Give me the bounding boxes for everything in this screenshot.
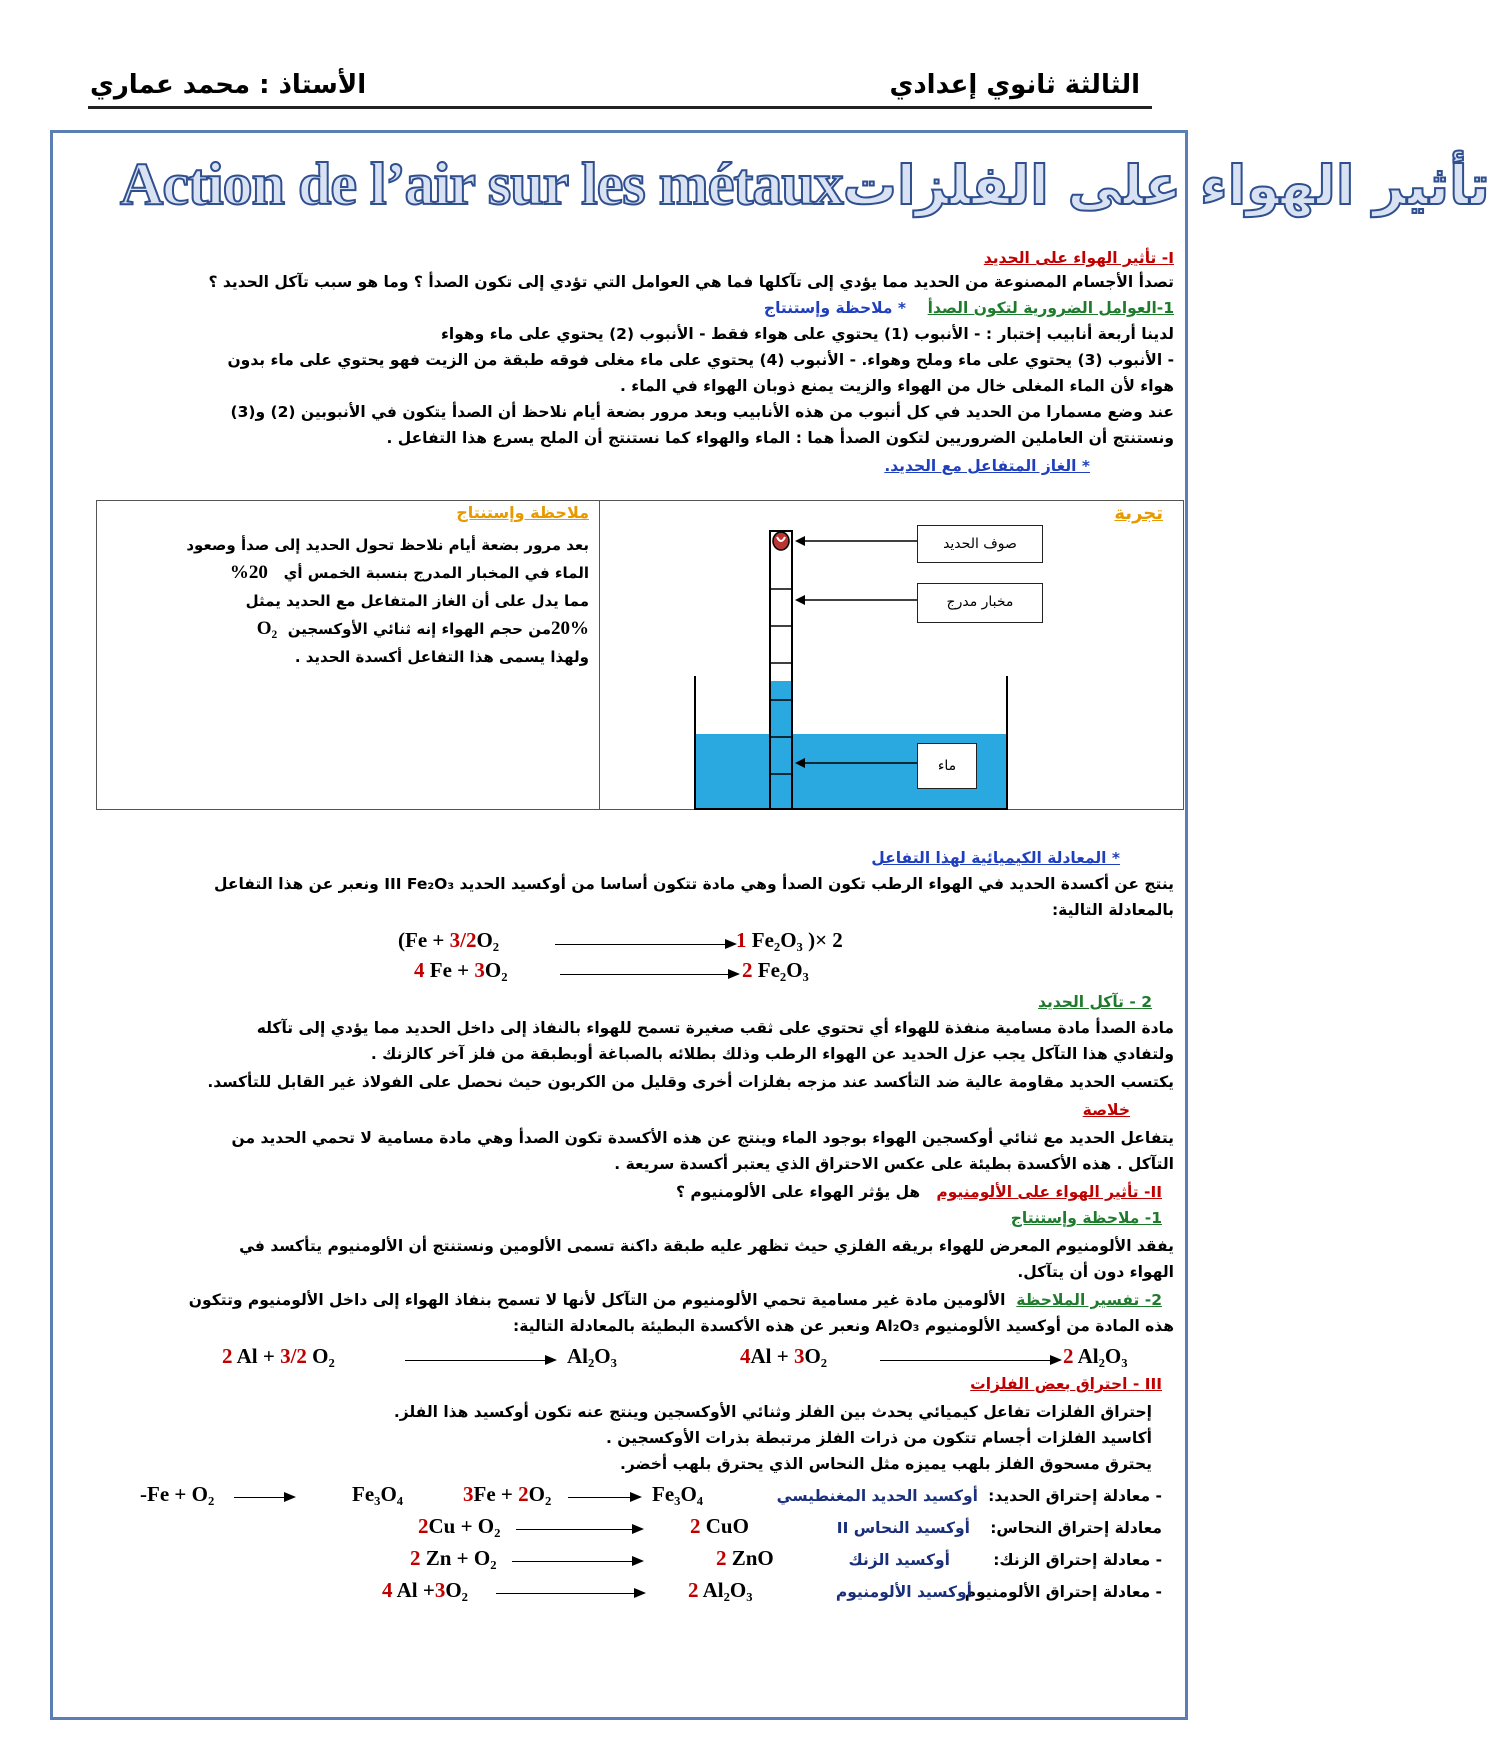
equation-2-right: 2 Fe₂O₃: [742, 958, 809, 982]
corrosion-heading: 2 - تآكل الحديد: [1038, 993, 1152, 1011]
observation-title: ملاحظة وإستنتاج: [456, 503, 589, 522]
sub-factors: 1-العوامل الضرورية لتكون الصدأ: [927, 299, 1174, 317]
para-tubes-3: هواء لأن الماء المغلى خال من الهواء والزيت يمنع ذوبان الهواء في الماء .: [619, 377, 1174, 395]
equation-2-arrow: [560, 974, 738, 975]
obs-o2: O₂: [256, 618, 278, 639]
aluminium-eq-b-arrow: [880, 1360, 1060, 1361]
para-tubes-4: عند وضع مسمارا من الحديد في كل أنبوب من هذه الأنابيب وبعد مرور بضعة أيام نلاحظ أن الصدأ يتكون في الأنبوبين (2) و(3): [230, 403, 1174, 421]
equation-1-left: (Fe + 3/2O₂: [398, 928, 500, 952]
label-cylinder: مخبار مدرج: [917, 583, 1043, 623]
iron-eq-e: Fe₃O₄: [652, 1482, 704, 1506]
equation-intro-2: بالمعادلة التالية:: [1051, 901, 1174, 919]
aluminium-heading: II- تأثير الهواء على الألومنيوم: [936, 1183, 1162, 1201]
aluminium-eq-b-left: 4Al + 3O₂: [740, 1344, 828, 1368]
aluminium-comb-eq-right: 2 Al₂O₃: [688, 1578, 753, 1602]
equation-1-arrow: [555, 944, 735, 945]
aluminium-p3-line: [70, 1290, 1162, 1310]
section-1-intro: تصدأ الأجسام المصنوعة من الحديد مما يؤدي إلى تآكلها فما هي العوامل التي تؤدي إلى تكون الصدأ ؟ وما هو سبب تآكل الحديد ؟: [208, 273, 1174, 291]
copper-eq-arrow: [516, 1529, 642, 1530]
observation-text: [119, 531, 589, 671]
aluminium-comb-eq-left: 4 Al +3O₂: [382, 1578, 468, 1602]
corrosion-p1: مادة الصدأ مادة مسامية منفذة للهواء أي تحتوي على ثقب صغيرة تسمح للهواء بالنفاذ إلى داخل الحديد مما يؤدي إلى تآكله: [256, 1019, 1174, 1037]
equation-intro-1: ينتج عن أكسدة الحديد في الهواء الرطب تكون الصدأ وهي مادة تتكون أساسا من أوكسيد الحديد III Fe₂O₃ ونعبر عن هذا التفاعل: [214, 875, 1174, 893]
summary-p1: يتفاعل الحديد مع ثنائي أوكسجين الهواء بوجود الماء وينتج عن هذه الأكسدة تكون الصدأ وهي مادة مسامية لا تحمي الحديد من: [231, 1129, 1174, 1147]
title-ar: تأثير الهواء على الفلزات: [842, 154, 1490, 217]
title-fr: Action de l’air sur les métaux: [120, 151, 843, 217]
section-1-subheading: [70, 298, 1174, 318]
obs-line-4-text: من حجم الهواء إنه ثنائي الأوكسجين: [287, 620, 551, 638]
gas-heading: * الغاز المتفاعل مع الحديد.: [884, 457, 1090, 475]
obs-line-3: مما يدل على أن الغاز المتفاعل مع الحديد يمثل: [245, 592, 589, 610]
experiment-cell: [600, 501, 1184, 810]
sub-observation: * ملاحظة وإستنتاج: [763, 299, 907, 317]
para-tubes-2: - الأنبوب (3) يحتوي على ماء وملح وهواء. - الأنبوب (4) يحتوي على ماء مغلى فوقه طبقة من الزيت فهو يحتوي على ماء بدون: [227, 351, 1174, 369]
obs-line-1: بعد مرور بضعة أيام نلاحظ تحول الحديد إلى صدأ وصعود: [186, 536, 589, 554]
combustion-p3: يحترق مسحوق الفلز بلهب يميزه مثل النحاس الذي يحترق بلهب أخضر.: [619, 1455, 1152, 1473]
iron-oxide-name: أوكسيد الحديد المغنطيسي: [776, 1487, 978, 1505]
equation-2-left: 4 Fe + 3O₂: [414, 958, 508, 982]
copper-eq-right: 2 CuO: [690, 1514, 749, 1538]
aluminium-comb-eq-arrow: [496, 1593, 644, 1594]
experiment-table: [96, 500, 1184, 810]
corrosion-p3: يكتسب الحديد مقاومة عالية ضد التأكسد عند مزجه بفلزات أخرى وقليل من الكربون حيث نحصل على الفولاذ غير القابل للتأكسد.: [207, 1073, 1174, 1091]
aluminium-p4: هذه المادة من أوكسيد الألومنيوم Al₂O₃ ونعبر عن هذه الأكسدة البطيئة بالمعادلة التالية:: [513, 1317, 1174, 1335]
iron-eq-a-arrow: [234, 1497, 294, 1498]
iron-eq-c-arrow: [568, 1497, 640, 1498]
iron-eq-c: 3Fe + 2O₂: [463, 1482, 552, 1506]
aluminium-oxide-name: أوكسيد الألومنيوم: [835, 1583, 972, 1601]
copper-eq-left: 2Cu + O₂: [418, 1514, 501, 1538]
zinc-eq-arrow: [512, 1561, 642, 1562]
observation-cell: [97, 501, 600, 810]
iron-eq-b: Fe₃O₄: [352, 1482, 404, 1506]
corrosion-p2: ولتفادي هذا التآكل يجب عزل الحديد عن الهواء الرطب وذلك بطلائه بالصباغة أوبطبقة من فلز آخر كالزنك .: [370, 1045, 1174, 1063]
aluminium-sub1: 1- ملاحظة وإستنتاج: [1010, 1209, 1162, 1227]
zinc-eq-right: 2 ZnO: [716, 1546, 774, 1570]
aluminium-p3: الألومين مادة غير مسامية تحمي الألومنيوم من التآكل لأنها لا تسمح بنفاذ الهواء إلى داخل الألومنيوم وتتكون: [188, 1291, 1006, 1309]
combustion-heading: III - احتراق بعض الفلزات: [970, 1375, 1162, 1393]
teacher-name: الأستاذ : محمد عماري: [90, 70, 367, 100]
para-tubes-5: ونستنتج أن العاملين الضروريين لتكون الصدأ هما : الماء والهواء كما نستنتج أن الملح يسرع هذا التفاعل .: [386, 429, 1174, 447]
summary-heading: خلاصة: [1082, 1101, 1130, 1119]
aluminium-eq-a-product: Al₂O₃: [567, 1344, 617, 1368]
equation-heading: * المعادلة الكيميائية لهذا التفاعل: [871, 849, 1120, 867]
aluminium-heading-line: [70, 1182, 1162, 1202]
copper-combustion-label: معادلة إحتراق النحاس:: [990, 1519, 1162, 1537]
equation-1-right: 1 Fe₂O₃ )× 2: [736, 928, 843, 952]
zinc-combustion-label: - معادلة إحتراق الزنك:: [993, 1551, 1162, 1569]
aluminium-p1: يفقد الألومنيوم المعرض للهواء بريقه الفلزي حيث تظهر عليه طبقة داكنة تسمى الألومين ونستنتج أن الألومنيوم يتأكسد في: [239, 1237, 1174, 1255]
obs-20pct-b: 20%: [551, 618, 589, 639]
aluminium-p2: الهواء دون أن يتآكل.: [1017, 1263, 1174, 1281]
aluminium-question: هل يؤثر الهواء على الألومنيوم ؟: [675, 1183, 921, 1201]
para-tubes-1: لدينا أربعة أنابيب إختبار : - الأنبوب (1) يحتوي على هواء فقط - الأنبوب (2) يحتوي على ماء وهواء: [440, 325, 1174, 343]
copper-oxide-name: أوكسيد النحاس II: [836, 1519, 970, 1537]
section-1-heading: I- تأثير الهواء على الحديد: [983, 249, 1174, 267]
experiment-label: تجربة: [1114, 503, 1163, 524]
iron-combustion-label: - معادلة إحتراق الحديد:: [988, 1487, 1162, 1505]
header-rule: [88, 106, 1152, 109]
obs-line-2: [119, 559, 589, 587]
zinc-eq-left: 2 Zn + O₂: [410, 1546, 497, 1570]
aluminium-eq-b-right: 2 Al₂O₃: [1063, 1344, 1128, 1368]
experiment-diagram: [600, 501, 1187, 811]
label-iron-wool: صوف الحديد: [917, 525, 1043, 563]
page-title: [120, 150, 1490, 230]
aluminium-sub2: 2- تفسير الملاحظة: [1016, 1291, 1162, 1309]
obs-line-4: [119, 615, 589, 643]
combustion-p2: أكاسيد الفلزات أجسام تتكون من ذرات الفلز مرتبطة بذرات الأوكسجين .: [606, 1429, 1152, 1447]
obs-line-2-text: الماء في المخبار المدرج بنسبة الخمس أي: [283, 564, 589, 582]
obs-20pct-a: 20%: [229, 562, 268, 583]
iron-eq-a: -Fe + O₂: [140, 1482, 215, 1506]
class-level: الثالثة ثانوي إعدادي: [889, 70, 1140, 100]
obs-line-5: ولهذا يسمى هذا التفاعل أكسدة الحديد .: [294, 648, 589, 666]
aluminium-eq-a-arrow: [405, 1360, 555, 1361]
summary-p2: التآكل . هذه الأكسدة بطيئة على عكس الاحتراق الذي يعتبر أكسدة سريعة .: [614, 1155, 1174, 1173]
combustion-p1: إحتراق الفلزات تفاعل كيميائي يحدث بين الفلز وثنائي الأوكسجين وينتج عنه تكون أوكسيد هذا الفلز.: [393, 1403, 1152, 1421]
aluminium-combustion-label: - معادلة إحتراق الألومنيوم: [964, 1583, 1162, 1601]
aluminium-eq-a-left: 2 Al + 3/2 O₂: [222, 1344, 335, 1368]
label-water: ماء: [917, 743, 977, 789]
zinc-oxide-name: أوكسيد الزنك: [848, 1551, 950, 1569]
